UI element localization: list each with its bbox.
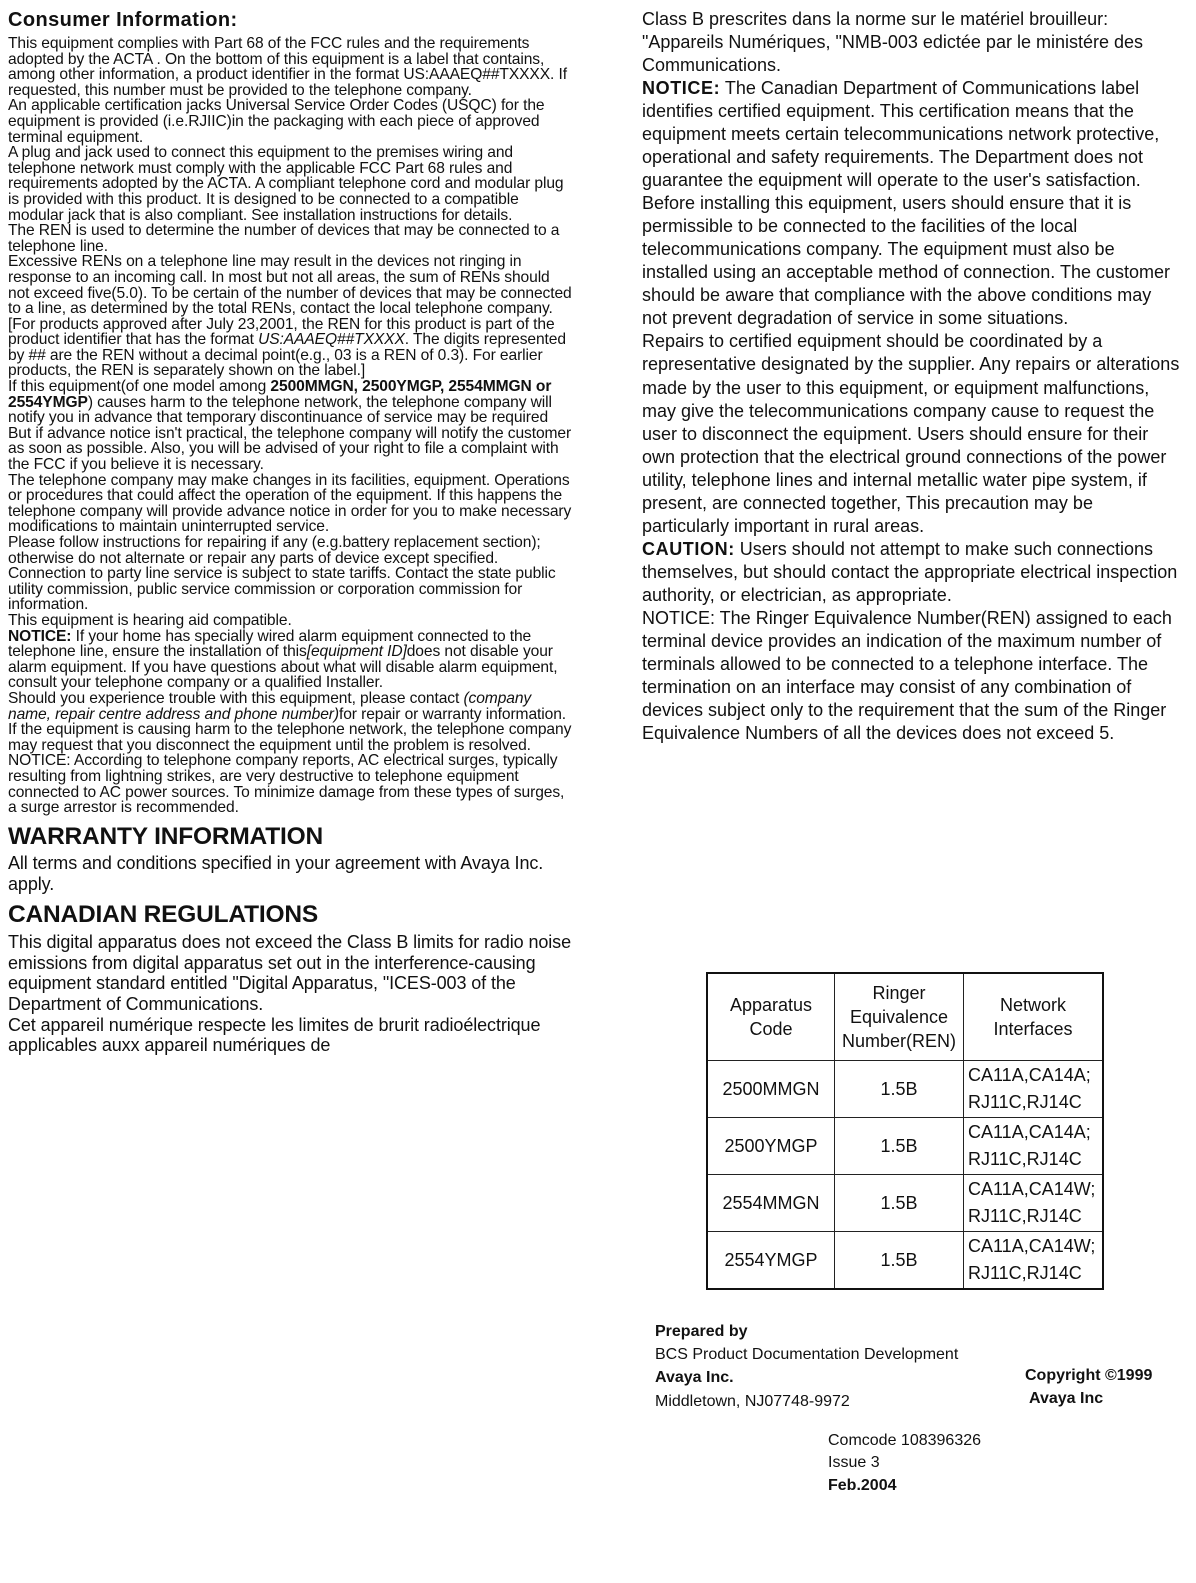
caution-label: CAUTION: (642, 538, 735, 559)
header-apparatus-code: Apparatus Code (707, 973, 835, 1061)
trouble-contact-paragraph (8, 691, 573, 753)
network-interfaces-cell (964, 1061, 1104, 1118)
ren-cell: 1.5B (835, 1061, 964, 1118)
interface-line: RJ11C,RJ14C (968, 1149, 1082, 1169)
header-network-interfaces: Network Interfaces (964, 973, 1104, 1061)
ren-table (706, 972, 1104, 1290)
alarm-notice-text: If your home has specially wired alarm equipment connected to the telephone line, ensure the installation of this (8, 627, 532, 661)
comcode: Comcode 108396326 (828, 1432, 982, 1449)
interface-line: CA11A,CA14W; (968, 1179, 1096, 1199)
copyright-block (1025, 1364, 1152, 1410)
product-identifier-format: US:AAAEQ##TXXXX (258, 331, 405, 349)
repair-instructions-paragraph: Please follow instructions for repairing if any (e.g.battery replacement section); otherwise do not alternate or repair any parts of device except specified. (8, 534, 541, 567)
notice-label: NOTICE: (8, 627, 72, 645)
interface-line: CA11A,CA14A; (968, 1122, 1091, 1142)
hearing-aid-paragraph: This equipment is hearing aid compatible. (8, 611, 292, 629)
apparatus-code-cell: 2554MMGN (707, 1175, 835, 1232)
surge-notice-paragraph: NOTICE: According to telephone company reports, AC electrical surges, typically resulting from lightning strikes, are very destructive to telephone equipment connected to AC power sources. To minimize damage from these types of surges, a surge arrestor is recommended. (8, 752, 565, 817)
excessive-rens-paragraph (8, 254, 573, 379)
apparatus-code-cell: 2500MMGN (707, 1061, 835, 1118)
alarm-notice-text-end: does not disable your alarm equipment. If you have questions about what will disable alarm equipment, consult your telephone company or a qualified Installer. (8, 643, 558, 692)
trouble-contact-text: Should you experience trouble with this equipment, please contact (8, 689, 464, 707)
canadian-regulations-paragraph: This digital apparatus does not exceed the Class B limits for radio noise emissions from digital apparatus set out in the interference-causing equipment standard entitled "Digital Apparatus, "ICES-003 of the Department of Communications. (8, 931, 571, 1014)
header-ren: Ringer Equivalence Number(REN) (835, 973, 964, 1061)
prepared-by-company: Avaya Inc. (655, 1369, 734, 1387)
equipment-id-placeholder: [equipment ID] (306, 643, 407, 661)
interface-line: RJ11C,RJ14C (968, 1092, 1082, 1112)
caution-paragraph (642, 538, 1180, 607)
network-interfaces-cell (964, 1175, 1104, 1232)
plug-jack-paragraph: A plug and jack used to connect this equipment to the premises wiring and telephone network must comply with the applicable FCC Part 68 rules and requirements adopted by the ACTA. A compliant telephone cord and modular plug is provided with this product. It is designed to be connected to a compatible modular jack that is also compliant. See installation instructions for details. (8, 144, 564, 224)
excessive-rens-text: Excessive RENs on a telephone line may result in the devices not ringing in response to an incoming call. In most but not all areas, the sum of RENs should not exceed five(5.0). To be certain of the number of devices that may be connected to a line, as determined by the total RENs, contact the local telephone company. [For products approved after July 23,2001, the REN for this product is part of the product identifier that has the format (8, 253, 572, 349)
ren-cell: 1.5B (835, 1118, 964, 1175)
prepared-by-department: BCS Product Documentation Development (655, 1346, 959, 1364)
ren-notice-paragraph: NOTICE: The Ringer Equivalence Number(REN) assigned to each terminal device provides an indication of the maximum number of terminals allowed to be connected to a telephone interface. The termination on an interface may consist of any combination of devices subject only to the requirement that the sum of the Ringer Equivalence Numbers of all the devices does not exceed 5. (642, 607, 1172, 743)
company-contact-placeholder: (company name, repair centre address and phone number) (8, 689, 532, 723)
interface-line: CA11A,CA14A; (968, 1065, 1091, 1085)
canadian-notice-paragraph (642, 77, 1180, 192)
excessive-rens-text-end: . The digits represented by ## are the REN without a decimal point(e.g., 03 is a REN of 0.3). For earlier products, the REN is separately shown on the label.] (8, 331, 566, 380)
warranty-paragraph: All terms and conditions specified in your agreement with Avaya Inc. apply. (8, 853, 544, 894)
issue-number: Issue 3 (828, 1454, 880, 1472)
interface-line: RJ11C,RJ14C (968, 1206, 1082, 1226)
alarm-notice-paragraph (8, 629, 573, 691)
ren-table-header-row (707, 973, 1103, 1061)
ren-cell: 1.5B (835, 1175, 964, 1232)
caution-text: Users should not attempt to make such connections themselves, but should contact the appropriate electrical inspection authority, or electrician, as appropriate. (642, 538, 1178, 605)
network-interfaces-cell (964, 1118, 1104, 1175)
consumer-information-heading: Consumer Information: (8, 9, 238, 31)
warranty-heading: WARRANTY INFORMATION (8, 822, 323, 850)
apparatus-code-cell: 2500YMGP (707, 1118, 835, 1175)
prepared-by-title: Prepared by (655, 1323, 748, 1340)
apparatus-code-cell: 2554YMGP (707, 1232, 835, 1290)
french-continuation-paragraph: Class B prescrites dans la norme sur le matériel brouilleur: "Appareils Numériques, "NMB-003 edictée par le ministére des Communications. (642, 9, 1144, 76)
copyright-line: Copyright ©1999 (1025, 1367, 1153, 1384)
harm-notice-text: If this equipment(of one model among (8, 378, 271, 396)
harm-notice-paragraph (8, 379, 573, 473)
right-column (642, 8, 1180, 745)
table-row (707, 1232, 1103, 1290)
canadian-regulations-heading: CANADIAN REGULATIONS (8, 901, 318, 929)
french-regulations-paragraph: Cet appareil numérique respecte les limites de brurit radioélectrique applicables auxx appareil numériques de (8, 1014, 541, 1056)
comcode-block (828, 1430, 981, 1497)
table-row (707, 1175, 1103, 1232)
issue-date: Feb.2004 (828, 1476, 897, 1494)
left-column (8, 8, 573, 1056)
trouble-contact-text-end: for repair or warranty information. If the equipment is causing harm to the telephone network, the telephone company may request that you disconnect the equipment until the problem is resolved. (8, 705, 572, 754)
fcc-part68-paragraph: This equipment complies with Part 68 of the FCC rules and the requirements adopted by the ACTA . On the bottom of this equipment is a label that contains, among other information, a product identifier in the format US:AAAEQ##TXXXX. If requested, this number must be provided to the telephone company. (8, 35, 567, 99)
interface-line: RJ11C,RJ14C (968, 1263, 1082, 1283)
harm-notice-text-end: ) causes harm to the telephone network, the telephone company will notify you in advance that temporary discontinuance of service may be required But if advance notice isn't practical, the telephone company will notify the customer as soon as possible. Also, you will be advised of your right to file a complaint with the FCC if you believe it is necessary. (8, 393, 572, 474)
notice-label: NOTICE: (642, 78, 721, 99)
network-interfaces-cell (964, 1232, 1104, 1290)
repairs-paragraph: Repairs to certified equipment should be coordinated by a representative designated by the supplier. Any repairs or alterations made by the user to this equipment, or equipment malfunctions, may give the telecommunications company cause to request the user to disconnect the equipment. Users should ensure for their own protection that the electrical ground connections of the power utility, telephone lines and internal metallic water pipe system, if present, are connected together, This precaution may be particularly important in rural areas. (642, 331, 1180, 536)
copyright-owner: Avaya Inc (1029, 1390, 1104, 1408)
party-line-paragraph: Connection to party line service is subject to state tariffs. Contact the state public utility commission, public service commission or corporation commission for information. (8, 565, 556, 614)
telco-changes-paragraph: The telephone company may make changes in its facilities, equipment. Operations or procedures that could affect the operation of the equipment. If this happens the telephone company will provide advance notice in order for you to make necessary modifications to maintain uninterrupted service. (8, 471, 572, 536)
usoc-paragraph: An applicable certification jacks Universal Service Order Codes (USQC) for the equipment is provided (i.e.RJIIC)in the packaging with each piece of approved terminal equipment. (8, 97, 545, 146)
prepared-by-block (655, 1320, 958, 1413)
before-installing-paragraph: Before installing this equipment, users should ensure that it is permissible to be connected to the facilities of the local telecommunications company. The equipment must also be installed using an acceptable method of connection. The customer should be aware that compliance with the above conditions may not prevent degradation of service in some situations. (642, 193, 1170, 329)
ren-definition-paragraph: The REN is used to determine the number of devices that may be connected to a telephone line. (8, 222, 560, 255)
prepared-by-address: Middletown, NJ07748-9972 (655, 1392, 850, 1410)
model-list: 2500MMGN, 2500YMGP, 2554MMGN or 2554YMGP (8, 378, 552, 411)
table-row (707, 1118, 1103, 1175)
interface-line: CA11A,CA14W; (968, 1236, 1096, 1256)
canadian-notice-text: The Canadian Department of Communications label identifies certified equipment. This certification means that the equipment meets certain telecommunications network protective, operational and safety requirements. The Department does not guarantee the equipment will operate to the user's satisfaction. (642, 78, 1160, 191)
table-row (707, 1061, 1103, 1118)
ren-cell: 1.5B (835, 1232, 964, 1290)
